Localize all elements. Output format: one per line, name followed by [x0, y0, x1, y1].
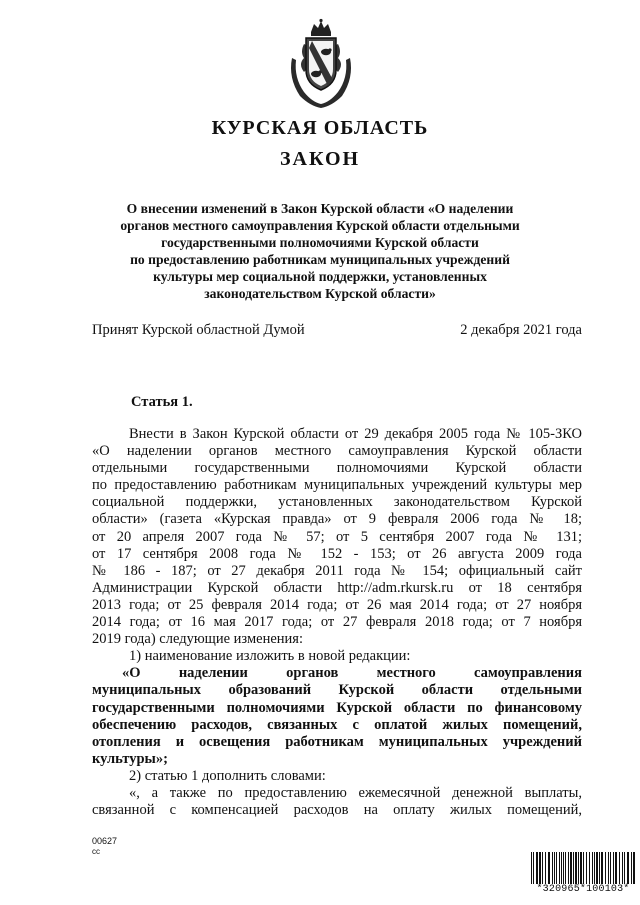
document-type: ЗАКОН	[279, 148, 361, 170]
barcode-bar	[565, 852, 566, 884]
barcode-bar	[563, 852, 564, 884]
article-line: «О наделении органов местного самоуправления Курской области	[92, 443, 582, 460]
article-line: культуры»;	[92, 750, 168, 767]
coat-of-arms-icon	[284, 18, 358, 110]
law-title	[92, 200, 548, 302]
article-line: отопления и освещения работникам муниципальных учреждений	[92, 733, 582, 750]
barcode-bar	[601, 852, 603, 884]
barcode-bar	[539, 852, 541, 884]
law-title-line: органов местного самоуправления Курской области отдельными	[120, 218, 520, 233]
barcode-bar	[575, 852, 577, 884]
barcode-number: *320965*100103*	[536, 884, 630, 895]
barcode-bar	[631, 852, 632, 884]
article-line: 2014 года; от 16 мая 2017 года; от 27 февраля 2018 года; от 7 ноября	[92, 614, 582, 631]
article-line: социальной поддержки, установленных законодательством Курской	[92, 494, 582, 511]
barcode-bar	[613, 852, 614, 884]
article-line: № 186 - 187; от 27 декабря 2011 года № 154; официальный сайт	[92, 562, 582, 579]
document-code: 00627	[92, 836, 118, 846]
article-heading: Статья 1.	[131, 394, 193, 410]
barcode-bar	[627, 852, 629, 884]
article-line: 2) статью 1 дополнить словами:	[129, 767, 326, 784]
article-line: Внести в Закон Курской области от 29 декабря 2005 года № 105-ЗКО	[129, 426, 582, 442]
barcode-bar	[599, 852, 600, 884]
barcode-bar	[573, 852, 574, 884]
article-line: «, а также по предоставлению ежемесячной денежной выплаты,	[129, 784, 582, 801]
law-title-line: О внесении изменений в Закон Курской области «О наделении	[126, 201, 514, 216]
law-title-line: государственными полномочиями Курской области	[161, 235, 479, 250]
article-line: связанной с компенсацией расходов на оплату жилых помещений,	[92, 802, 582, 819]
barcode-bar	[624, 852, 625, 884]
barcode-bar	[542, 852, 543, 884]
article-line: государственными полномочиями Курской области по финансовому	[92, 699, 582, 716]
article-line: от 20 апреля 2007 года № 57; от 5 сентября 2007 года № 131;	[92, 528, 582, 545]
barcode-bar	[568, 852, 569, 884]
law-title-line: по предоставлению работникам муниципальных учреждений	[130, 252, 510, 267]
barcode-bar	[548, 852, 550, 884]
barcode-bar	[545, 852, 546, 884]
barcode-bar	[531, 852, 532, 884]
barcode-bar	[633, 852, 635, 884]
article-line: по предоставлению работникам муниципальных учреждений культуры мер	[92, 477, 582, 494]
barcode-bar	[610, 852, 611, 884]
barcode-bar	[583, 852, 584, 884]
barcode-bar	[533, 852, 534, 884]
barcode-bar	[589, 852, 590, 884]
barcode-bar	[570, 852, 572, 884]
barcode-bar	[594, 852, 595, 884]
barcode-bar	[622, 852, 623, 884]
barcode-bar	[559, 852, 560, 884]
adoption-date: 2 декабря 2021 года	[460, 322, 582, 338]
article-line: 1) наименование изложить в новой редакции:	[129, 648, 411, 665]
article-line: Администрации Курской области http://adm.rkursk.ru от 18 сентября	[92, 579, 582, 596]
barcode-bar	[615, 852, 617, 884]
barcode-bars	[530, 852, 636, 884]
article-line: муниципальных образований Курской области отдельными	[92, 682, 582, 699]
barcode-bar	[552, 852, 553, 884]
barcode-bar	[556, 852, 557, 884]
region-name: КУРСКАЯ ОБЛАСТЬ	[211, 117, 429, 139]
barcode-bar	[561, 852, 562, 884]
article-body	[92, 426, 582, 819]
barcode-bar	[596, 852, 598, 884]
barcode-bar	[592, 852, 593, 884]
law-title-line: культуры мер социальной поддержки, установленных	[153, 269, 487, 284]
article-line: 2013 года; от 25 февраля 2014 года; от 26 мая 2014 года; от 27 ноября	[92, 596, 582, 613]
document-code-sub: сс	[92, 847, 100, 856]
article-line: обеспечению расходов, связанных с оплатой жилых помещений,	[92, 716, 582, 733]
barcode-bar	[586, 852, 587, 884]
adoption-line	[92, 321, 582, 339]
barcode-bar	[536, 852, 538, 884]
barcode-bar	[554, 852, 555, 884]
article-line: области» (газета «Курская правда» от 9 февраля 2006 года № 18;	[92, 511, 582, 528]
law-title-line: законодательством Курской области»	[204, 286, 436, 301]
article-line: 2019 года) следующие изменения:	[92, 631, 303, 648]
article-line: «О наделении органов местного самоуправления	[122, 665, 582, 682]
barcode-bar	[578, 852, 579, 884]
barcode-bar	[605, 852, 606, 884]
barcode-bar	[619, 852, 620, 884]
article-line: отдельными государственными полномочиями Курской области	[92, 460, 582, 477]
barcode	[530, 852, 636, 896]
adopted-by: Принят Курской областной Думой	[92, 322, 305, 338]
barcode-bar	[580, 852, 582, 884]
barcode-bar	[608, 852, 609, 884]
article-line: от 17 сентября 2008 года № 152 - 153; от 26 августа 2009 года	[92, 545, 582, 562]
